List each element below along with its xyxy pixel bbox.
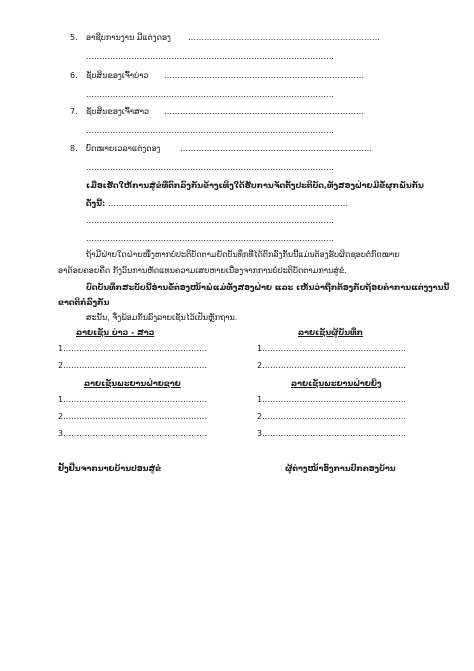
dotted-line: …………………………………………………………………	[164, 107, 364, 116]
paragraph-line: ຖ້າມີຝ່າຍໃດຝ່າຍໜຶ່ງຫາກບໍ່ປະຕິບັດຕາມຍັດບັນທຶກທີ່ໄດ້ຕົກລົງກັນນີ້ແມ່ນຕ້ອງຮັບຜິດຊອບຕໍ່ກົດໝາຍ	[86, 250, 400, 259]
item-label: ອາຊີບການງານ ມີແຕ່ງດອງ	[86, 33, 171, 42]
couple-signature-title: ລາຍເຊັນ ບ່າວ - ສາວ	[76, 328, 155, 337]
item-number: 5.	[70, 33, 78, 42]
dotted-line: …………………………………………………………………	[164, 71, 364, 80]
signature-line: 1………………………………………………	[257, 395, 407, 404]
signature-line: 2………………………………………………	[257, 361, 407, 370]
signature-line: 2………………………………………………	[257, 412, 407, 421]
signature-line: 1………………………………………………	[58, 344, 208, 353]
obligations-text: ເມື່ອເຮັດໃຫ້ການສູ່ຂໍທີ່ຕົກລົງກັນຂ້າງເທິງໃດ້ຮັບການຈັດຕັ້ງປະຕິບັດ,ທັງສອງຝ່າຍມີຂໍ້ຜູກພັນກັນ	[86, 181, 424, 190]
paragraph-line: ອາດ້ອຍຄອຍຄືດ ກັງວົນການຫັດແທນຄວາມເສຍຫາຍເນື່ອງຈາກການບໍ່ປະຕິບັດຕາມການສູ່ຂໍ.	[58, 266, 347, 275]
signature-line: 1………………………………………………	[58, 395, 208, 404]
dotted-line: …………………………………………………………………………………	[86, 216, 334, 225]
dotted-line: …………………………………………………………………………………	[86, 234, 334, 243]
dotted-line: ………………………………………………………………………………	[108, 199, 348, 208]
dotted-line: …………………………………………………………………………………	[86, 90, 334, 99]
item-number: 7.	[70, 107, 78, 116]
dotted-line: ………………………………………………………………	[180, 144, 372, 153]
dotted-line: ………………………………………………………………	[188, 33, 380, 42]
item-label: ຊັບສິນຂອງເຈົ້າສາວ	[86, 107, 150, 116]
item-label: ບົດໝາຍເວລາແຕ່ງດອງ	[86, 144, 161, 153]
dotted-line: …………………………………………………………………………………	[86, 126, 334, 135]
item-number: 8.	[70, 144, 78, 153]
obligations-label: ດັ່ງນີ້:	[86, 199, 106, 208]
signature-line: 2………………………………………………	[58, 361, 208, 370]
confirmation-line: ບົດບັນທຶກສະບັບນີ້ອ່ານຂໍ້ຕ່ອງໜ້າພໍ່ແມ່ທັງສອງຝ່າຍ ແລະ ເຫັນວ່າຖືກຕ້ອງກັບຖ້ອຍຄຳການແຕ່ງງານນີ້	[86, 283, 450, 292]
closing-text: ສະນັ້ນ, ຈຶ່ງພ້ອມກັນລົງລາຍເຊັນໄວ້ເປັນຫຼັກຖານ.	[86, 313, 238, 322]
item-label: ຊັບສິນຂອງເຈົ້າບ່າວ	[86, 71, 149, 80]
village-admin-label: ຜູ້ຕ່າງໜ້າອົງການປົກຄອງບ້ານ	[285, 464, 396, 473]
signature-line: 2………………………………………………	[58, 412, 208, 421]
recorder-signature-title: ລາຍເຊັນຜູ້ບັນທຶກ	[298, 328, 363, 337]
village-chief-label: ຢັ້ງຢືນຈາກນາຍບ້ານປອນສູ່ຂໍ	[58, 464, 162, 473]
dotted-line: …………………………………………………………………………………	[86, 52, 334, 61]
bride-witness-title: ລາຍເຊັນພະຍານຝ່າຍຍິງ	[291, 379, 382, 388]
item-number: 6.	[70, 71, 78, 80]
signature-line: 3………………………………………………	[257, 429, 407, 438]
confirmation-line: ຂາດຕິກໍ່ລົງກັນ	[58, 298, 110, 307]
signature-line: 1………………………………………………	[257, 344, 407, 353]
groom-witness-title: ລາຍເຊັນພະຍານຝ່າຍຊາຍ	[84, 379, 181, 388]
signature-line: 3………………………………………………	[58, 429, 208, 438]
dotted-line: …………………………………………………………………………………	[86, 163, 334, 172]
